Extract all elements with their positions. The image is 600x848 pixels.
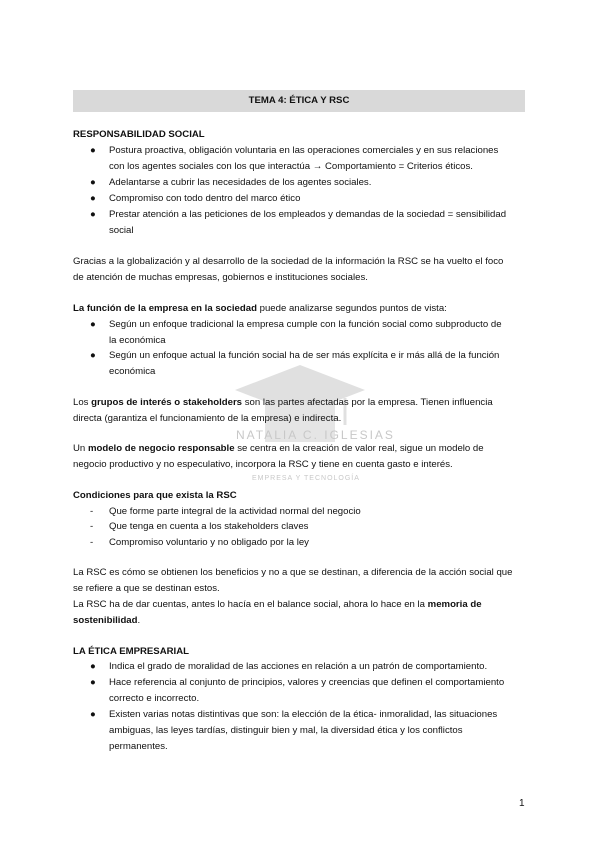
section-heading: LA ÉTICA EMPRESARIAL (73, 646, 190, 657)
text-run: . (137, 615, 141, 626)
section-heading: RESPONSABILIDAD SOCIAL (73, 129, 205, 140)
list-item-cont: económica (109, 366, 156, 377)
list-item: Prestar atención a las peticiones de los empleados y demandas de la sociedad = sensibilidad (109, 209, 507, 220)
text-run: son las partes afectadas por la empresa. Tienen influencia (242, 397, 493, 408)
paragraph: negocio productivo y no especulativo, incorpora la RSC y tiene en cuenta gasto e interés. (73, 459, 453, 470)
bold-phrase: modelo de negocio responsable (87, 443, 235, 454)
page-number: 1 (519, 798, 525, 809)
text-run: puede analizarse segundos puntos de vista: (256, 303, 447, 314)
list-item-cont: social (109, 225, 134, 236)
paragraph (73, 303, 447, 315)
bullet-icon: ● (90, 177, 96, 188)
bullet-icon: ● (90, 319, 96, 330)
paragraph: se refiere a que se destinan estos. (73, 583, 220, 594)
text-run: La RSC ha de dar cuentas, antes lo hacía en el balance social, ahora lo hace en la (73, 599, 428, 610)
bullet-icon: ● (90, 350, 96, 361)
list-item-cont: con los agentes sociales con los que interactúa → Comportamiento = Criterios éticos. (109, 161, 473, 172)
section-heading: Condiciones para que exista la RSC (73, 490, 237, 501)
list-item: Que forme parte integral de la actividad normal del negocio (109, 506, 361, 517)
list-item: Según un enfoque actual la función social ha de ser más explícita e ir más allá de la función (109, 350, 500, 361)
list-item-cont: permanentes. (109, 741, 168, 752)
paragraph: Gracias a la globalización y al desarrollo de la sociedad de la información la RSC se ha vuelto el foco (73, 256, 504, 267)
list-item-cont: correcto e incorrecto. (109, 693, 200, 704)
dash-icon: - (90, 537, 94, 548)
list-item: Adelantarse a cubrir las necesidades de los agentes sociales. (109, 177, 372, 188)
list-item: Que tenga en cuenta a los stakeholders claves (109, 521, 309, 532)
text-run: Los (73, 397, 92, 408)
paragraph: La RSC es cómo se obtienen los beneficios y no a que se destinan, a diferencia de la acción social que (73, 567, 513, 578)
list-item: Postura proactiva, obligación voluntaria en las operaciones comerciales y en sus relaciones (109, 145, 499, 156)
text-run: se centra en la creación de valor real, sigue un modelo de (234, 443, 484, 454)
paragraph (73, 599, 482, 611)
list-item: Existen varias notas distintivas que son: la elección de la ética- inmoralidad, las situaciones (109, 709, 498, 720)
paragraph (73, 443, 484, 455)
watermark-text: NATALIA C. IGLESIAS (236, 428, 395, 442)
list-item: Compromiso voluntario y no obligado por la ley (109, 537, 309, 548)
paragraph (73, 397, 493, 409)
document-title: TEMA 4: ÉTICA Y RSC (73, 90, 525, 112)
bullet-icon: ● (90, 677, 96, 688)
bold-phrase: memoria de (427, 599, 482, 610)
paragraph: de atención de muchas empresas, gobiernos e instituciones sociales. (73, 272, 368, 283)
bold-phrase: La función de la empresa en la sociedad (73, 303, 257, 314)
list-item-cont: ambiguas, las leyes tardías, distinguir bien y mal, la diversidad ética y los conflictos (109, 725, 463, 736)
list-item: Hace referencia al conjunto de principios, valores y creencias que definen el comportamiento (109, 677, 505, 688)
list-item-cont: la económica (109, 335, 166, 346)
dash-icon: - (90, 521, 94, 532)
list-item: Indica el grado de moralidad de las acciones en relación a un patrón de comportamiento. (109, 661, 488, 672)
bullet-icon: ● (90, 709, 96, 720)
bullet-icon: ● (90, 661, 96, 672)
list-item: Según un enfoque tradicional la empresa cumple con la función social como subproducto de (109, 319, 502, 330)
paragraph: directa (garantiza el funcionamiento de la empresa) e indirecta. (73, 413, 342, 424)
text-run: Un (73, 443, 88, 454)
watermark-subtext: EMPRESA Y TECNOLOGÍA (252, 475, 360, 482)
list-item: Compromiso con todo dentro del marco ético (109, 193, 301, 204)
bold-phrase: sostenibilidad (73, 615, 138, 626)
bullet-icon: ● (90, 209, 96, 220)
paragraph (73, 615, 140, 627)
dash-icon: - (90, 506, 94, 517)
bullet-icon: ● (90, 193, 96, 204)
bold-phrase: grupos de interés o stakeholders (91, 397, 243, 408)
bullet-icon: ● (90, 145, 96, 156)
